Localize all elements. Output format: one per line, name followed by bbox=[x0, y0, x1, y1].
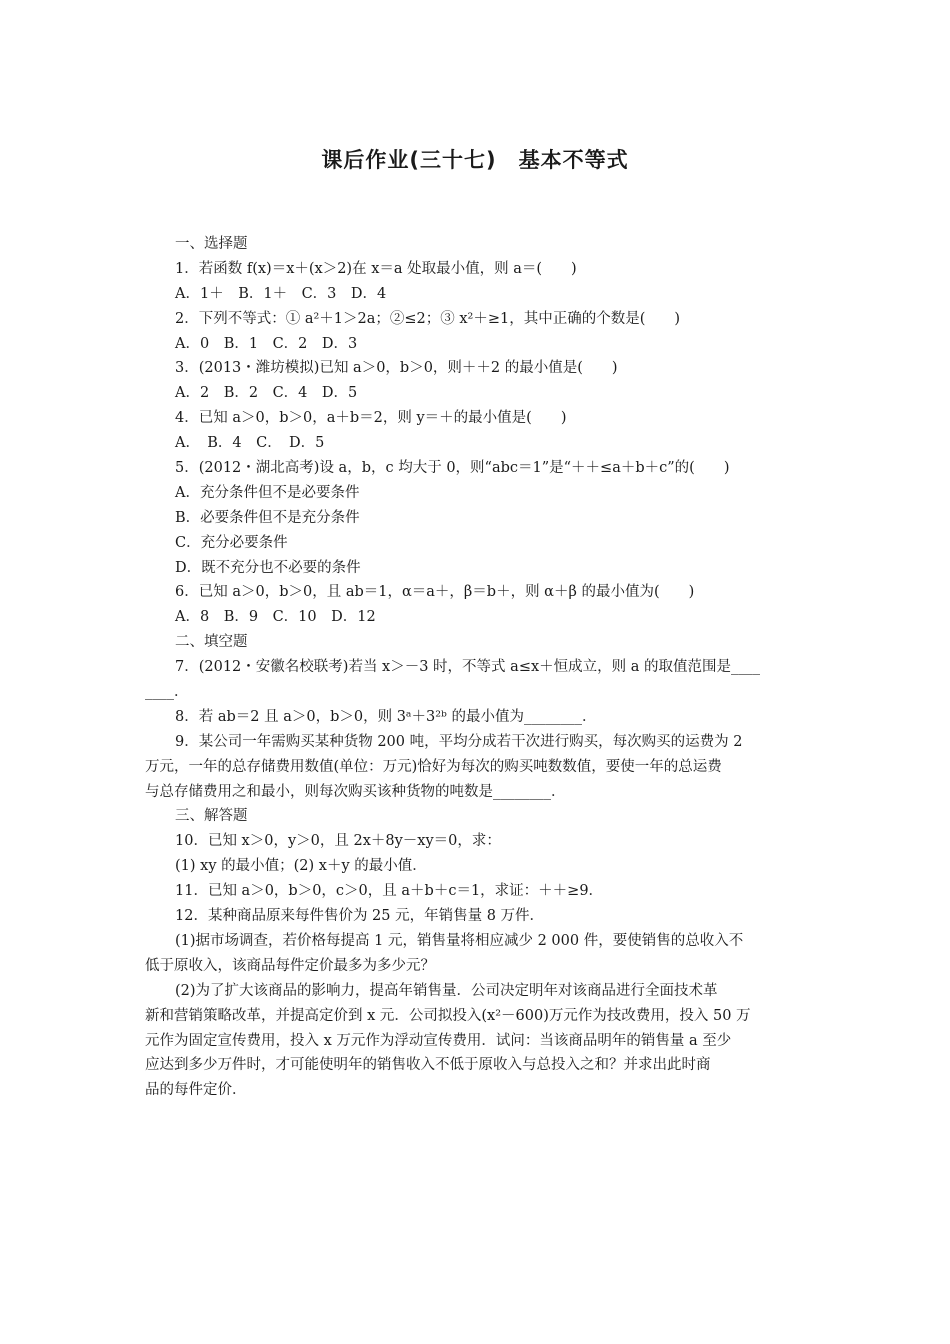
text-line: 新和营销策略改革，并提高定价到 x 元．公司拟投入(x²－600)万元作为技改费用，投入 50 万 bbox=[145, 1007, 751, 1024]
text-line: 12．某种商品原来每件售价为 25 元，年销售量 8 万件． bbox=[175, 908, 545, 925]
text-line: 元作为固定宣传费用，投入 x 万元作为浮动宣传费用．试问：当该商品明年的销售量 a 至少 bbox=[145, 1032, 732, 1049]
text-line: 一、选择题 bbox=[175, 236, 248, 252]
text-line: D．既不充分也不必要的条件 bbox=[175, 559, 361, 576]
text-line: 品的每件定价． bbox=[145, 1082, 247, 1099]
text-line: (1)据市场调查，若价格每提高 1 元，销售量将相应减少 2 000 件，要使销售的总收入不 bbox=[175, 932, 744, 949]
text-line: 11．已知 a＞0，b＞0，c＞0，且 a＋b＋c＝1，求证：＋＋≥9． bbox=[175, 883, 604, 900]
text-line: 10．已知 x＞0，y＞0，且 2x＋8y－xy＝0，求： bbox=[175, 833, 501, 850]
page-title: 课后作业(三十七) 基本不等式 bbox=[321, 148, 629, 172]
text-line: 5．(2012・湖北高考)设 a，b，c 均大于 0，则“abc＝1”是“＋＋≤a＋b＋c”的( ) bbox=[175, 460, 730, 477]
text-line: 2．下列不等式：① a²＋1＞2a；②≤2；③ x²＋≥1，其中正确的个数是( ) bbox=[175, 310, 681, 327]
text-line: (1) xy 的最小值；(2) x＋y 的最小值． bbox=[175, 858, 427, 875]
text-line: 应达到多少万件时，才可能使明年的销售收入不低于原收入与总投入之和？并求出此时商 bbox=[145, 1057, 711, 1074]
text-line: A．8 B．9 C．10 D．12 bbox=[175, 609, 376, 626]
text-line: A．0 B．1 C．2 D．3 bbox=[175, 335, 358, 352]
text-line: 与总存储费用之和最小，则每次购买该种货物的吨数是________． bbox=[145, 783, 566, 800]
text-line: 三、解答题 bbox=[175, 808, 248, 825]
text-line: A．充分条件但不是必要条件 bbox=[175, 484, 360, 501]
text-line: 4．已知 a＞0，b＞0，a＋b＝2，则 y＝＋的最小值是( ) bbox=[175, 410, 567, 427]
text-line: 二、填空题 bbox=[175, 634, 248, 651]
text-line: 6．已知 a＞0，b＞0，且 ab＝1，α＝a＋，β＝b＋，则 α＋β 的最小值为( ) bbox=[175, 584, 695, 601]
homework-body bbox=[145, 232, 810, 1103]
text-line: B．必要条件但不是充分条件 bbox=[175, 509, 360, 526]
text-line: 3．(2013・潍坊模拟)已知 a＞0，b＞0，则＋＋2 的最小值是( ) bbox=[175, 360, 618, 377]
text-line: 8．若 ab＝2 且 a＞0，b＞0，则 3ᵃ＋3²ᵇ 的最小值为________． bbox=[175, 708, 597, 725]
text-line: A． B．4 C． D．5 bbox=[175, 435, 325, 452]
text-line: C．充分必要条件 bbox=[175, 534, 288, 551]
text-line: ____． bbox=[145, 684, 189, 701]
text-line: (2)为了扩大该商品的影响力，提高年销售量．公司决定明年对该商品进行全面技术革 bbox=[175, 982, 718, 999]
text-line: 7．(2012・安徽名校联考)若当 x＞－3 时，不等式 a≤x＋恒成立，则 a 的取值范围是____ bbox=[175, 659, 761, 676]
text-line: A．1＋ B．1＋ C．3 D．4 bbox=[175, 285, 387, 302]
text-line: A．2 B．2 C．4 D．5 bbox=[175, 385, 358, 402]
text-line: 1．若函数 f(x)＝x＋(x＞2)在 x＝a 处取最小值，则 a＝( ) bbox=[175, 260, 577, 277]
text-line: 9．某公司一年需购买某种货物 200 吨，平均分成若干次进行购买，每次购买的运费为 2 bbox=[175, 733, 743, 750]
text-line: 万元，一年的总存储费用数值(单位：万元)恰好为每次的购买吨数数值，要使一年的总运费 bbox=[145, 758, 722, 775]
text-line: 低于原收入，该商品每件定价最多为多少元？ bbox=[145, 957, 435, 974]
